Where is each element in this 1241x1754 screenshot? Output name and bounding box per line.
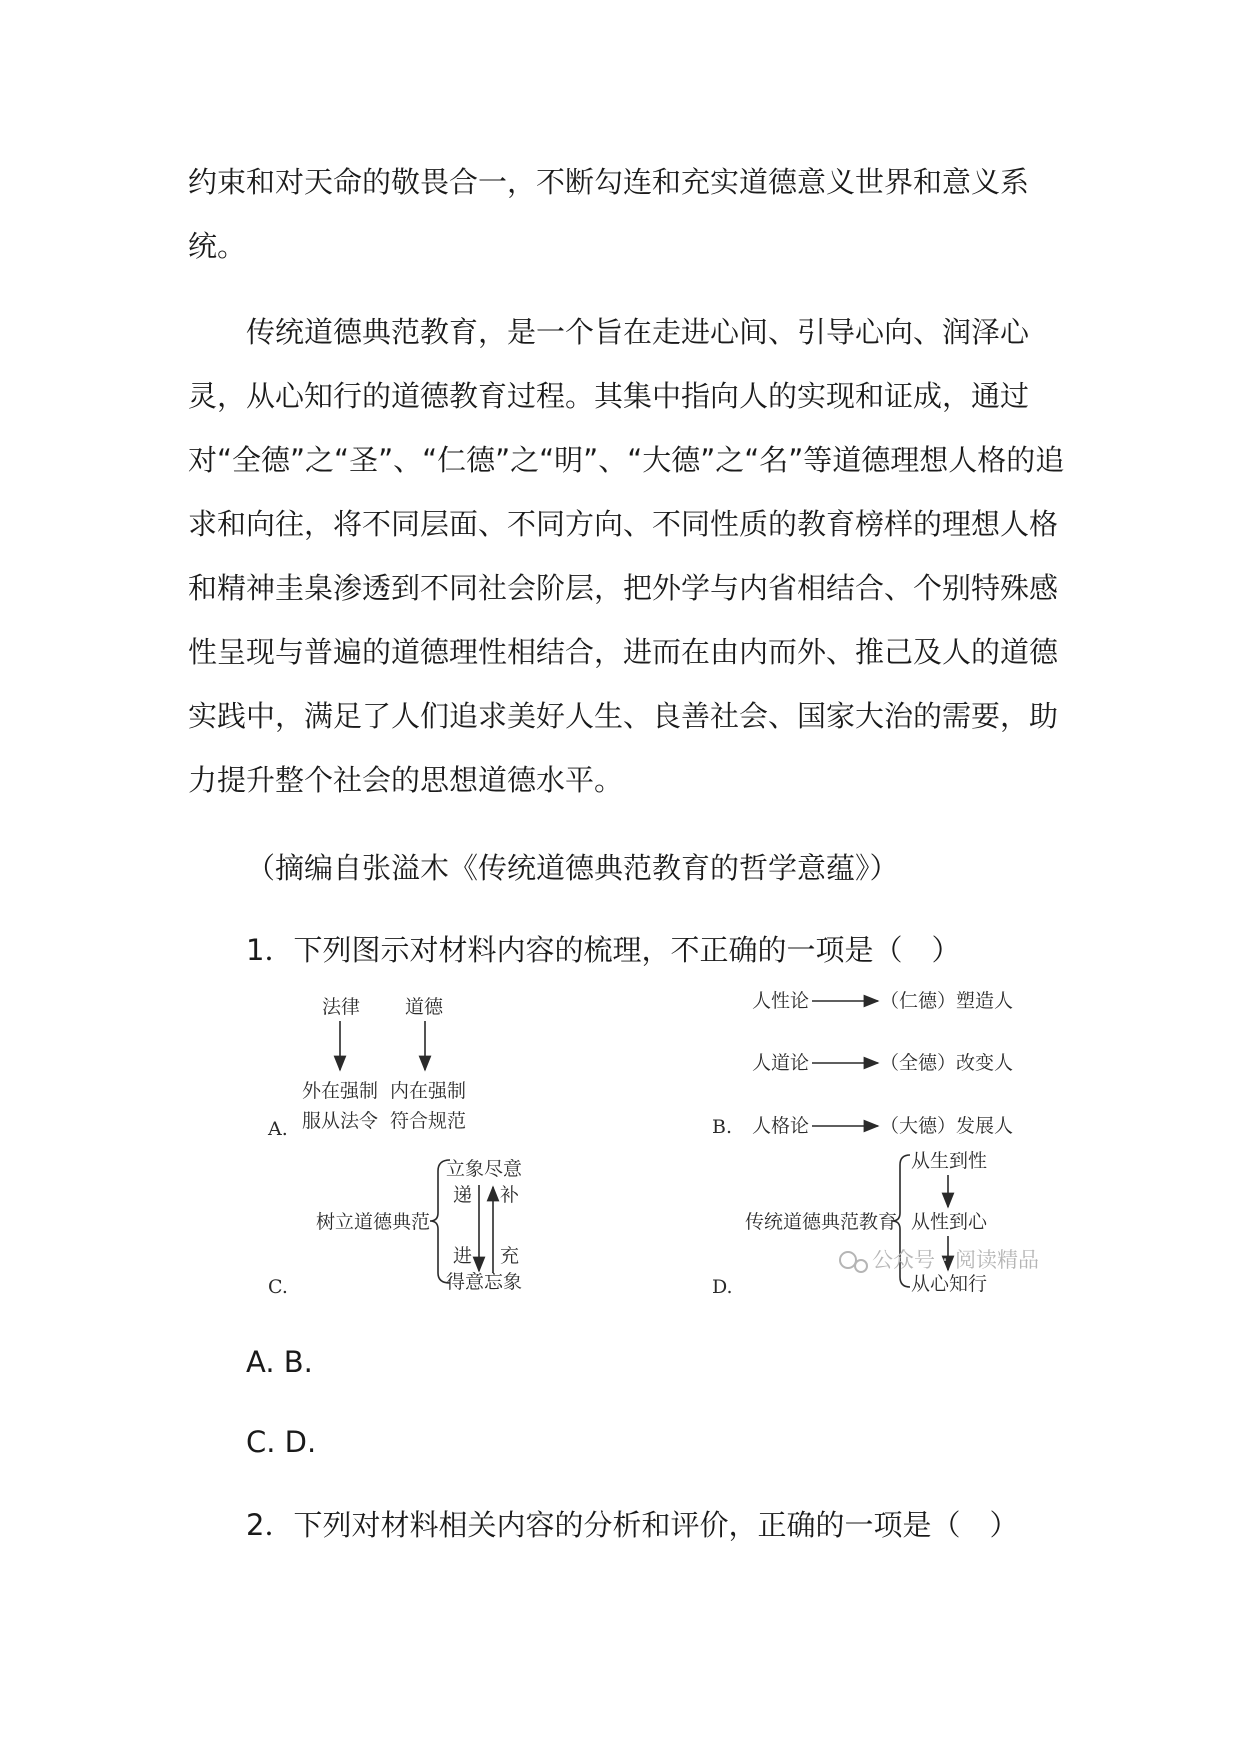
diagram-figure bbox=[260, 985, 1090, 1315]
panel-a bbox=[267, 996, 466, 1140]
panel-a-moral-line2: 符合规范 bbox=[390, 1110, 467, 1132]
passage-source: （摘编自张溢木《传统道德典范教育的哲学意蕴》） bbox=[246, 851, 899, 885]
question-1-options-ab[interactable]: A. B. bbox=[246, 1345, 313, 1379]
watermark bbox=[840, 1248, 1039, 1272]
watermark-icon bbox=[840, 1252, 856, 1268]
watermark-text: 公众号 · 阅读精品 bbox=[872, 1248, 1040, 1272]
panel-a-letter: A. bbox=[268, 1118, 288, 1140]
panel-d-root: 传统道德典范教育 bbox=[745, 1211, 898, 1233]
panel-a-law-label: 法律 bbox=[322, 996, 361, 1018]
panel-b-row1-left: 人性论 bbox=[752, 990, 810, 1012]
panel-c-down-char-1: 递 bbox=[453, 1184, 473, 1206]
panel-b-row2-left: 人道论 bbox=[752, 1052, 810, 1074]
panel-a-law-line1: 外在强制 bbox=[302, 1080, 379, 1102]
panel-d bbox=[712, 1150, 988, 1298]
panel-b-letter: B. bbox=[712, 1116, 733, 1138]
panel-c-up-char-1: 补 bbox=[500, 1184, 520, 1206]
question-1-options-cd[interactable]: C. D. bbox=[246, 1425, 317, 1459]
panel-a-law-line2: 服从法令 bbox=[302, 1110, 379, 1132]
panel-b bbox=[712, 990, 1013, 1138]
panel-b-row3-left: 人格论 bbox=[752, 1115, 810, 1137]
panel-c-top: 立象尽意 bbox=[446, 1158, 523, 1180]
panel-c-down-char-2: 进 bbox=[453, 1245, 473, 1267]
panel-c-letter: C. bbox=[268, 1276, 288, 1298]
panel-d-letter: D. bbox=[712, 1276, 733, 1298]
passage-paragraph-1: 约束和对天命的敬畏合一，不断勾连和充实道德意义世界和意义系统。 bbox=[188, 165, 1030, 263]
question-2-stem: 2．下列对材料相关内容的分析和评价，正确的一项是（ ） bbox=[246, 1508, 1019, 1542]
panel-c-bottom: 得意忘象 bbox=[446, 1271, 523, 1293]
panel-b-row3-right: （大德）发展人 bbox=[880, 1115, 1014, 1137]
panel-c bbox=[268, 1158, 522, 1298]
panel-a-moral-line1: 内在强制 bbox=[390, 1080, 467, 1102]
panel-c-root: 树立道德典范 bbox=[316, 1211, 431, 1233]
panel-d-item-3: 从心知行 bbox=[911, 1273, 988, 1295]
panel-c-up-char-2: 充 bbox=[500, 1245, 520, 1267]
panel-d-item-2: 从性到心 bbox=[911, 1211, 988, 1233]
panel-b-row1-right: （仁德）塑造人 bbox=[880, 990, 1014, 1012]
question-1-stem: 1．下列图示对材料内容的梳理，不正确的一项是（ ） bbox=[246, 933, 961, 967]
passage-paragraph-2: 传统道德典范教育，是一个旨在走进心间、引导心向、润泽心灵，从心知行的道德教育过程。其集中指向人的实现和证成，通过对“全德”之“圣”、“仁德”之“明”、“大德”之“名”等道德理想人格的追求和向往，将不同层面、不同方向、不同性质的教育榜样的理想人格和精神圭臬渗透到不同社会阶层，把外学与内省相结合、个别特殊感性呈现与普遍的道德理性相结合，进而在由内而外、推己及人的道德实践中，满足了人们追求美好人生、良善社会、国家大治的需要，助力提升整个社会的思想道德水平。 bbox=[188, 315, 1065, 797]
panel-d-item-1: 从生到性 bbox=[911, 1150, 988, 1172]
panel-a-moral-label: 道德 bbox=[405, 996, 444, 1018]
question-1-diagram bbox=[260, 985, 1090, 1315]
panel-b-row2-right: （全德）改变人 bbox=[880, 1052, 1014, 1074]
